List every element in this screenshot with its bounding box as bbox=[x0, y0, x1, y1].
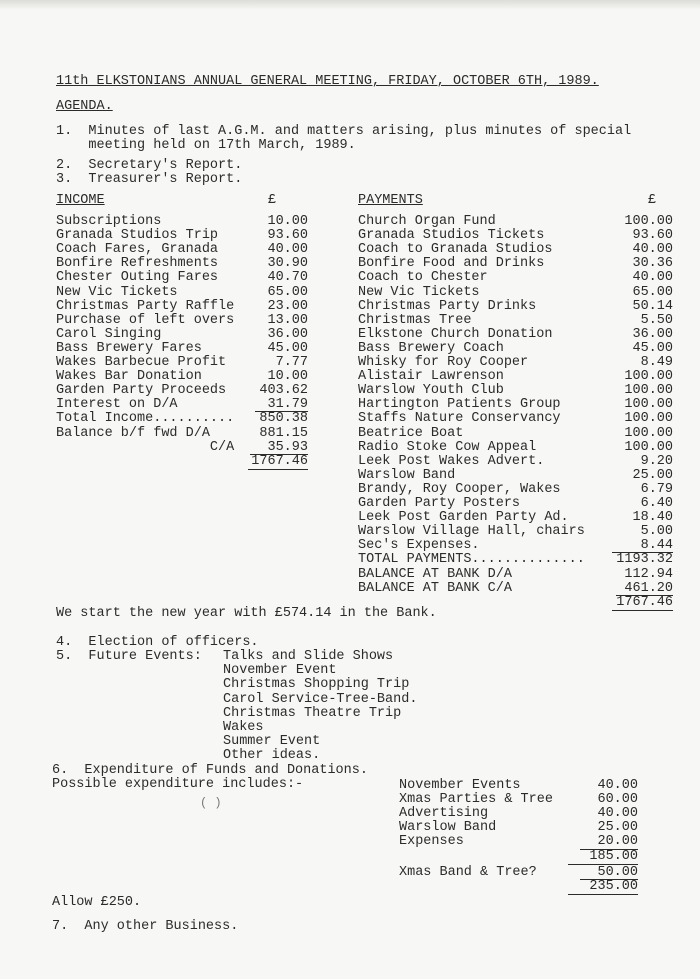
payments-heading: PAYMENTS bbox=[358, 193, 423, 208]
row-amount: 100.00 bbox=[624, 214, 673, 229]
row-amount: 100.00 bbox=[624, 383, 673, 399]
row-amount: 10.00 bbox=[267, 369, 308, 385]
row-label: Advertising bbox=[399, 806, 489, 822]
agenda-item-1-cont: meeting held on 17th March, 1989. bbox=[56, 138, 356, 153]
row-label: Coach to Chester bbox=[358, 270, 488, 286]
row-label: Warslow Band bbox=[358, 467, 456, 483]
row-amount: 25.00 bbox=[597, 820, 638, 836]
future-event-item: Wakes bbox=[223, 720, 264, 735]
row-amount: 45.00 bbox=[632, 340, 673, 356]
row-amount: 13.00 bbox=[267, 312, 308, 328]
row-amount: 461.20 bbox=[624, 580, 673, 596]
row-amount: 40.00 bbox=[597, 778, 638, 793]
future-event-item: November Event bbox=[223, 663, 337, 679]
row-amount: 60.00 bbox=[597, 792, 638, 808]
row-amount: 50.00 bbox=[597, 864, 638, 880]
row-label: Elkstone Church Donation bbox=[358, 326, 553, 342]
row-amount: 40.00 bbox=[597, 806, 638, 822]
expenditure-total-rule-bottom bbox=[568, 894, 638, 895]
row-label: Warslow Youth Club bbox=[358, 383, 504, 399]
agenda-item-7: 7. Any other Business. bbox=[52, 919, 239, 934]
agenda-item-3: 3. Treasurer's Report. bbox=[56, 172, 243, 187]
row-label: Christmas Party Drinks bbox=[358, 298, 537, 314]
payments-grand-total: 1767.46 bbox=[616, 594, 673, 610]
allow-note: Allow £250. bbox=[52, 895, 142, 910]
income-grand-total: 1767.46 bbox=[251, 453, 308, 469]
row-amount: 100.00 bbox=[624, 439, 673, 455]
row-label: Bass Brewery Fares bbox=[56, 340, 202, 356]
row-label: Interest on D/A bbox=[56, 397, 178, 413]
row-amount: 1193.32 bbox=[616, 552, 673, 568]
payments-total-rule-bottom bbox=[612, 610, 673, 611]
row-label: Granada Studios Tickets bbox=[358, 228, 545, 244]
row-label: Radio Stoke Cow Appeal bbox=[358, 439, 537, 455]
row-label: Xmas Parties & Tree bbox=[399, 792, 553, 808]
page-title: 11th ELKSTONIANS ANNUAL GENERAL MEETING, FRIDAY, OCTOBER 6TH, 1989. bbox=[56, 74, 599, 89]
row-amount: 23.00 bbox=[267, 298, 308, 314]
row-label: Church Organ Fund bbox=[358, 214, 496, 229]
row-label: Granada Studios Trip bbox=[56, 228, 219, 244]
agenda-heading: AGENDA. bbox=[56, 99, 113, 114]
row-amount: 6.79 bbox=[640, 481, 673, 497]
row-amount: 40.00 bbox=[632, 242, 673, 258]
row-amount: 20.00 bbox=[597, 834, 638, 850]
payments-currency: £ bbox=[648, 193, 657, 208]
row-label: Staffs Nature Conservancy bbox=[358, 411, 561, 427]
row-amount: 5.00 bbox=[640, 524, 673, 540]
row-amount: 8.44 bbox=[640, 538, 673, 554]
row-amount: 403.62 bbox=[259, 383, 308, 399]
row-label: Hartington Patients Group bbox=[358, 397, 561, 413]
row-label: Sec's Expenses. bbox=[358, 538, 480, 554]
row-label: Warslow Village Hall, chairs bbox=[358, 524, 585, 540]
row-label: Coach Fares, Granada bbox=[56, 242, 219, 258]
row-amount: 50.14 bbox=[632, 298, 673, 314]
row-label: Xmas Band & Tree? bbox=[399, 864, 537, 880]
future-event-item: Christmas Theatre Trip bbox=[223, 705, 402, 721]
row-amount: 36.00 bbox=[632, 326, 673, 342]
row-amount: 40.70 bbox=[267, 270, 308, 286]
row-label: Wakes Bar Donation bbox=[56, 369, 202, 385]
row-label: Chester Outing Fares bbox=[56, 270, 219, 286]
future-event-item: Other ideas. bbox=[223, 748, 321, 764]
row-amount: 9.20 bbox=[640, 453, 673, 469]
income-subtotal-rule bbox=[255, 411, 308, 412]
row-amount: 100.00 bbox=[624, 397, 673, 413]
row-label: Whisky for Roy Cooper bbox=[358, 355, 529, 370]
row-amount: 10.00 bbox=[267, 214, 308, 229]
row-amount: 5.50 bbox=[640, 312, 673, 328]
row-amount: 65.00 bbox=[267, 284, 308, 300]
future-event-item: Summer Event bbox=[223, 734, 321, 750]
expenditure-subtotal: 185.00 bbox=[589, 848, 638, 864]
agenda-item-6: 6. Expenditure of Funds and Donations. bbox=[52, 763, 368, 778]
row-label: Leek Post Garden Party Ad. bbox=[358, 510, 569, 526]
row-label: November Events bbox=[399, 778, 521, 793]
row-amount: 35.93 bbox=[267, 439, 308, 455]
row-label: Purchase of left overs bbox=[56, 312, 235, 328]
row-label: Warslow Band bbox=[399, 820, 497, 836]
row-label: BALANCE AT BANK D/A bbox=[358, 566, 512, 582]
new-year-balance: We start the new year with £574.14 in the Bank. bbox=[56, 606, 437, 621]
row-label: BALANCE AT BANK C/A bbox=[358, 580, 512, 596]
row-label: Bonfire Food and Drinks bbox=[358, 256, 545, 272]
agenda-item-2: 2. Secretary's Report. bbox=[56, 158, 243, 173]
income-currency: £ bbox=[268, 193, 277, 208]
row-amount: 850.38 bbox=[259, 411, 308, 427]
row-amount: 8.49 bbox=[640, 355, 673, 370]
row-label: New Vic Tickets bbox=[56, 284, 178, 300]
row-label: Garden Party Proceeds bbox=[56, 383, 227, 399]
row-amount: 40.00 bbox=[632, 270, 673, 286]
row-label: Bass Brewery Coach bbox=[358, 340, 504, 356]
row-label: Garden Party Posters bbox=[358, 496, 521, 511]
row-amount: 881.15 bbox=[259, 425, 308, 441]
row-label: Christmas Party Raffle bbox=[56, 298, 235, 314]
row-label: Bonfire Refreshments bbox=[56, 256, 219, 272]
row-label: Leek Post Wakes Advert. bbox=[358, 453, 545, 469]
row-label: New Vic Tickets bbox=[358, 284, 480, 300]
row-amount: 25.00 bbox=[632, 467, 673, 483]
row-label: TOTAL PAYMENTS.............. bbox=[358, 552, 585, 568]
payments-subtotal-rule bbox=[612, 552, 673, 553]
row-label: Coach to Granada Studios bbox=[358, 242, 553, 258]
row-amount: 30.36 bbox=[632, 256, 673, 272]
future-event-item: Christmas Shopping Trip bbox=[223, 677, 410, 693]
future-event-item: Carol Service-Tree-Band. bbox=[223, 691, 418, 707]
row-label: Subscriptions bbox=[56, 214, 162, 229]
row-amount: 65.00 bbox=[632, 284, 673, 300]
income-total-rule-bottom bbox=[248, 469, 308, 470]
row-amount: 31.79 bbox=[267, 397, 308, 413]
row-label: Total Income.......... bbox=[56, 411, 235, 427]
row-label: Balance b/f fwd D/A bbox=[56, 425, 210, 441]
row-label: Expenses bbox=[399, 834, 464, 850]
agenda-item-1: 1. Minutes of last A.G.M. and matters arising, plus minutes of special bbox=[56, 124, 632, 139]
row-amount: 100.00 bbox=[624, 411, 673, 427]
scan-edge bbox=[0, 0, 700, 10]
possible-expenditure: Possible expenditure includes:- bbox=[52, 777, 304, 792]
row-amount: 6.40 bbox=[640, 496, 673, 511]
expenditure-total: 235.00 bbox=[589, 878, 638, 894]
row-label: Brandy, Roy Cooper, Wakes bbox=[358, 481, 561, 497]
row-amount: 36.00 bbox=[267, 326, 308, 342]
row-label: Beatrice Boat bbox=[358, 425, 464, 441]
row-amount: 40.00 bbox=[267, 242, 308, 258]
row-label: Wakes Barbecue Profit bbox=[56, 355, 227, 370]
row-amount: 93.60 bbox=[267, 228, 308, 244]
stray-mark: ( ) bbox=[200, 796, 222, 810]
income-heading: INCOME bbox=[56, 193, 105, 208]
row-label: C/A bbox=[56, 439, 235, 455]
agenda-item-4: 4. Election of officers. bbox=[56, 635, 259, 650]
row-amount: 18.40 bbox=[632, 510, 673, 526]
row-amount: 112.94 bbox=[624, 566, 673, 582]
row-amount: 7.77 bbox=[275, 355, 308, 370]
row-amount: 30.90 bbox=[267, 256, 308, 272]
future-event-item: Talks and Slide Shows bbox=[223, 649, 394, 664]
row-amount: 45.00 bbox=[267, 340, 308, 356]
row-amount: 100.00 bbox=[624, 425, 673, 441]
row-label: Carol Singing bbox=[56, 326, 162, 342]
agenda-item-5: 5. Future Events: bbox=[56, 649, 202, 664]
row-amount: 93.60 bbox=[632, 228, 673, 244]
row-label: Alistair Lawrenson bbox=[358, 369, 504, 385]
row-amount: 100.00 bbox=[624, 369, 673, 385]
row-label: Christmas Tree bbox=[358, 312, 472, 328]
